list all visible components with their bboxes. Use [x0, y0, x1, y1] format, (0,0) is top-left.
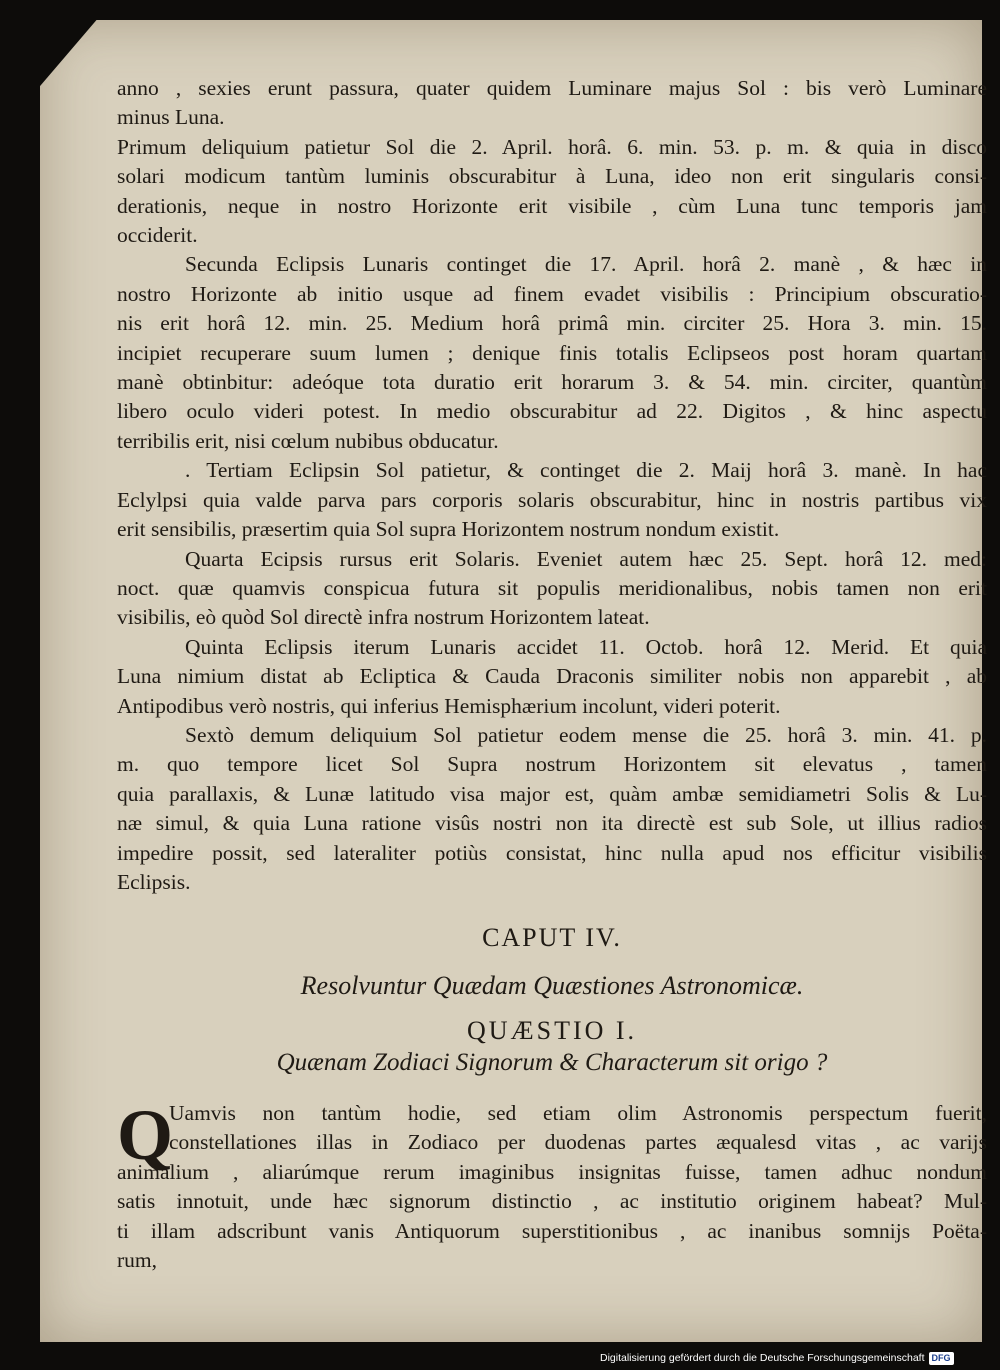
text-line: Quarta Ecipsis rursus erit Solaris. Eveniet autem hæc 25. Sept. horâ 12. med:: [185, 546, 987, 571]
text-line: minus Luna.: [117, 105, 225, 130]
text-line: quia parallaxis, & Lunæ latitudo visa major est, quàm ambæ semidiametri Solis & Lu-: [117, 781, 987, 806]
text-line: anno , sexies erunt passura, quater quidem Luminare majus Sol : bis verò Luminare: [117, 76, 987, 100]
text-line: ti illam adscribunt vanis Antiquorum superstitionibus , ac inanibus somnijs Poëta-: [117, 1218, 987, 1243]
text-line: noct. quæ quamvis conspicua futura sit populis meridionalibus, nobis tamen non erit: [117, 575, 987, 600]
text-line: occiderit.: [117, 223, 198, 248]
text-line: impedire possit, sed lateraliter potiùs consistat, hinc nulla apud nos efficitur visibilis: [117, 840, 987, 865]
text-line: erit sensibilis, præsertim quia Sol supra Horizontem nostrum nondum existit.: [117, 517, 780, 542]
chapter-heading: CAPUT IV.: [482, 923, 622, 953]
text-line: solari modicum tantùm luminis obscurabitur à Luna, ideo non erit singularis consi-: [117, 164, 987, 189]
text-line: terribilis erit, nisi cœlum nubibus obducatur.: [117, 428, 499, 453]
text-line: Sextò demum deliquium Sol patietur eodem mense die 25. horâ 3. min. 41. p.: [185, 722, 987, 747]
text-line: visibilis, eò quòd Sol directè infra nostrum Horizontem lateat.: [117, 605, 650, 630]
quaestio-question: Quænam Zodiaci Signorum & Characterum sit origo ?: [276, 1048, 828, 1076]
text-line: Primum deliquium patietur Sol die 2. April. horâ. 6. min. 53. p. m. & quia in disco: [117, 134, 987, 159]
paragraph-4: [117, 456, 987, 544]
paragraph-1: [117, 74, 987, 133]
text-line: Eclylpsi quia valde parva pars corporis solaris obscurabitur, hinc in nostris partibus vix: [117, 487, 987, 512]
text-line: Quinta Eclipsis iterum Lunaris accidet 11. Octob. horâ 12. Merid. Et quia: [185, 634, 987, 659]
text-line: Uamvis non tantùm hodie, sed etiam olim Astronomis perspectum fuerit,: [169, 1101, 987, 1125]
text-line: . Tertiam Eclipsin Sol patietur, & continget die 2. Maij horâ 3. manè. In hac: [185, 458, 987, 483]
text-line: incipiet recuperare suum lumen ; denique finis totalis Eclipseos post horam quartam: [117, 340, 987, 365]
paragraph-2: [117, 133, 987, 251]
quaestio-heading: QUÆSTIO I.: [466, 1016, 638, 1046]
text-line: nis erit horâ 12. min. 25. Medium horâ primâ min. circiter 25. Hora 3. min. 15.: [117, 311, 987, 336]
paragraph-8: [117, 1095, 987, 1275]
text-line: derationis, neque in nostro Horizonte erit visibile , cùm Luna tunc temporis jam: [117, 193, 987, 218]
text-line: Luna nimium distat ab Ecliptica & Cauda Draconis similiter nobis non apparebit , ab: [117, 664, 987, 689]
text-line: m. quo tempore licet Sol Supra nostrum Horizontem sit elevatus , tamen: [117, 752, 987, 777]
paragraph-6: [117, 633, 987, 721]
dfg-logo-icon: DFG: [929, 1352, 954, 1365]
paragraph-5: [117, 545, 987, 633]
text-line: libero oculo videri potest. In medio obscurabitur ad 22. Digitos , & hinc aspectu: [117, 399, 987, 424]
text-line: constellationes illas in Zodiaco per duodenas partes æqualesd vitas , ac varijs: [169, 1130, 987, 1155]
text-line: rum,: [117, 1248, 158, 1273]
paragraph-3: [117, 250, 987, 456]
text-line: animalium , aliarúmque rerum imaginibus insignitas fuisse, tamen adhuc nondum: [117, 1159, 987, 1184]
text-line: Secunda Eclipsis Lunaris continget die 17. April. horâ 2. manè , & hæc in: [185, 252, 987, 277]
text-line: manè obtinbitur: adeóque tota duratio erit horarum 3. & 54. min. circiter, quantùm: [117, 370, 987, 395]
text-line: Eclipsis.: [117, 869, 191, 894]
text-line: satis innotuit, unde hæc signorum distinctio , ac institutio originem habeat? Mul-: [117, 1189, 987, 1214]
text-line: næ simul, & quia Luna ratione visûs nostri non ita directè est sub Sole, ut illius radios: [117, 811, 987, 836]
page-text: [117, 74, 987, 1275]
credit-text: Digitalisierung gefördert durch die Deutsche Forschungsgemeinschaft: [600, 1352, 925, 1364]
text-line: nostro Horizonte ab initio usque ad finem evadet visibilis : Principium obscuratio-: [117, 281, 987, 306]
digitization-credit: [600, 1350, 995, 1366]
drop-cap: Q: [117, 1095, 174, 1175]
chapter-subtitle: Resolvuntur Quædam Quæstiones Astronomicæ.: [300, 970, 804, 1000]
text-line: Antipodibus verò nostris, qui inferius Hemisphærium incolunt, videri poterit.: [117, 693, 781, 718]
paragraph-7: [117, 721, 987, 897]
